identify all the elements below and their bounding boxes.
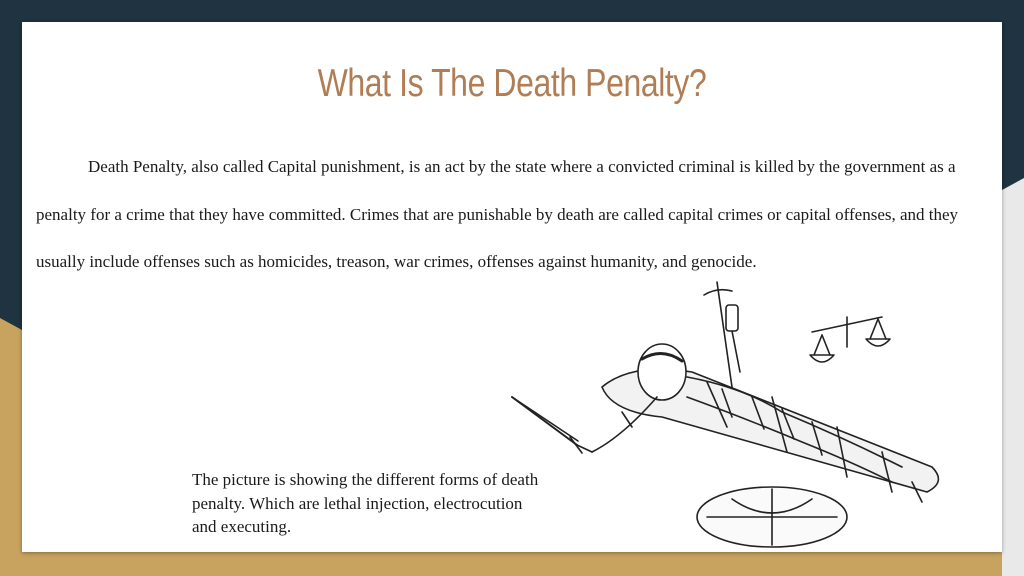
picture-caption: The picture is showing the different forms of death penalty. Which are lethal injection, electrocution and executing. <box>192 470 539 536</box>
slide-canvas <box>22 22 1002 552</box>
slide-title: What Is The Death Penalty? <box>317 62 707 105</box>
justice-illustration <box>482 277 982 552</box>
body-paragraph: Death Penalty, also called Capital punishment, is an act by the state where a convicted criminal is killed by the government as a penalty for a crime that they have committed. Crimes that are punishable by death are called capital crimes or capital offenses, and they usually include offenses such as homicides, treason, war crimes, offenses against humanity, and genocide. <box>36 157 959 271</box>
